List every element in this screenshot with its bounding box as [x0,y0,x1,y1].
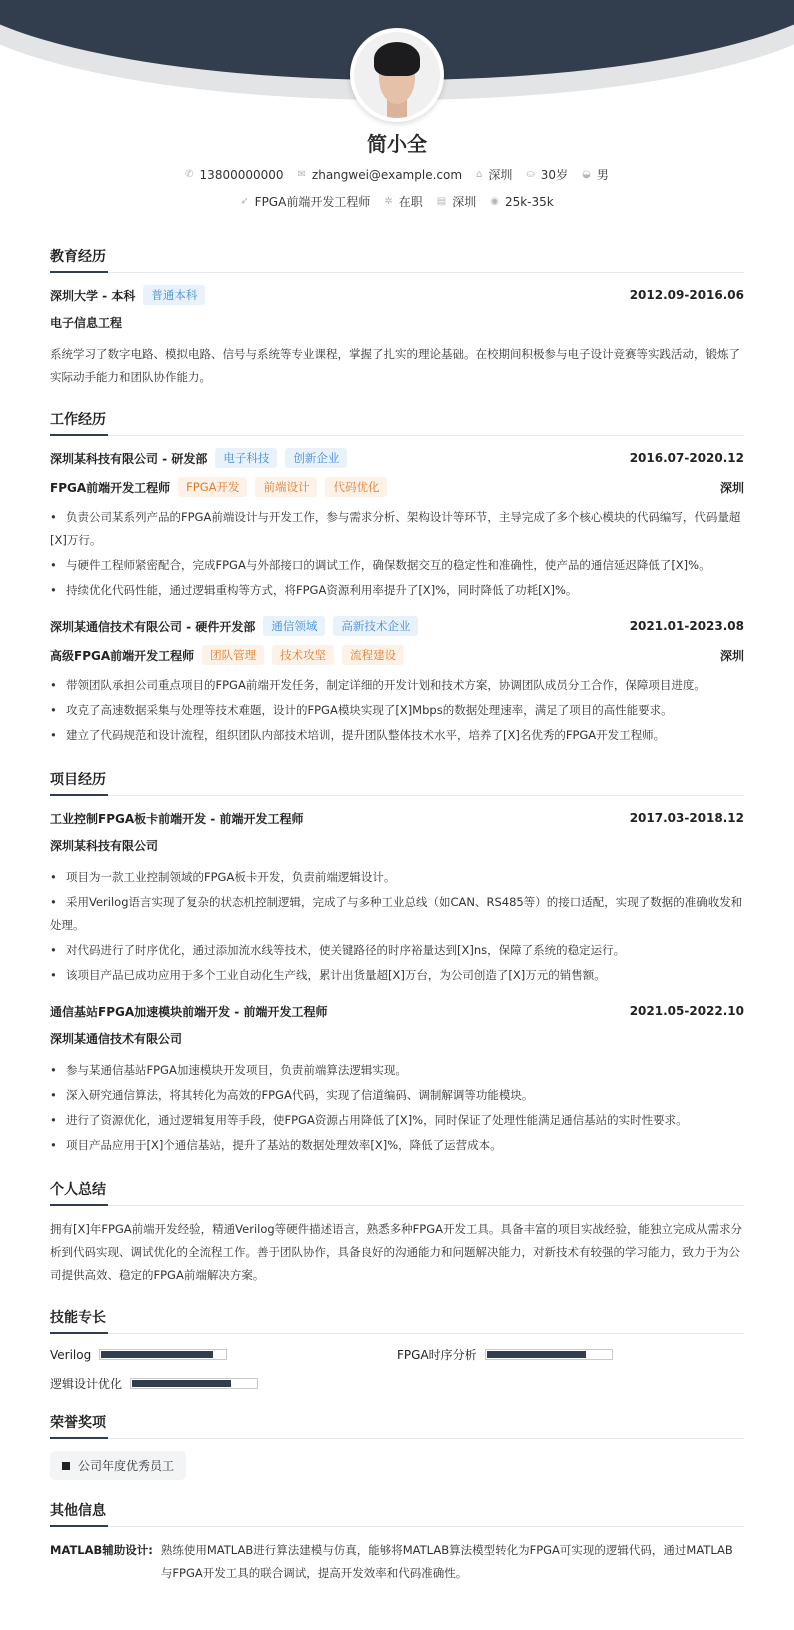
project-company: 深圳某科技有限公司 [50,839,159,853]
section-title-awards: 荣誉奖项 [50,1412,744,1439]
role-tag: 流程建设 [342,645,404,665]
bullet-item: • 参与某通信基站FPGA加速模块开发项目，负责前端算法逻辑实现。 [50,1059,744,1082]
company-name: 深圳某通信技术有限公司 - 硬件开发部 [50,619,256,634]
role-tag: 团队管理 [202,645,264,665]
skill-name: Verilog [50,1347,92,1362]
award-name: 公司年度优秀员工 [78,1459,175,1473]
education-description: 系统学习了数字电路、模拟电路、信号与系统等专业课程，掌握了扎实的理论基础。在校期间积极参与电子设计竞赛等实践活动，锻炼了实际动手能力和团队协作能力。 [50,347,740,384]
bullet-item: • 建立了代码规范和设计流程，组织团队内部技术培训，提升团队整体技术水平，培养了[X]名优秀的FPGA开发工程师。 [50,724,744,747]
resume-content [50,246,744,1585]
work-city: 深圳 [719,480,744,495]
job-info-line [0,193,794,210]
skill-item [50,1346,397,1363]
role-tag: 技术攻坚 [272,645,334,665]
major: 电子信息工程 [50,316,123,330]
skills-grid [50,1346,744,1392]
education-tag: 普通本科 [143,285,205,305]
section-title-summary: 个人总结 [50,1179,744,1206]
skill-name: 逻辑设计优化 [50,1377,123,1391]
square-bullet-icon [62,1462,70,1470]
bullet-item: • 项目为一款工业控制领域的FPGA板卡开发，负责前端逻辑设计。 [50,866,744,889]
job-salary: ◉ 25k-35k [490,194,554,209]
status-icon: ✲ [384,196,393,207]
work-bullets [50,674,744,747]
bullet-item: • 持续优化代码性能，通过逻辑重构等方式，将FPGA资源利用率提升了[X]%，同时降低了功耗[X]%。 [50,579,744,602]
send-icon: ➶ [240,196,249,207]
bullet-item: • 负责公司某系列产品的FPGA前端设计与开发工作，参与需求分析、架构设计等环节，主导完成了多个核心模块的代码编写，代码量超[X]万行。 [50,506,744,552]
candidate-name: 简小全 [367,132,427,156]
project-date: 2021.05-2022.10 [629,1004,744,1018]
contact-info-line [0,166,794,183]
skill-bar [485,1349,613,1360]
skill-name: FPGA时序分析 [397,1348,477,1362]
company-tag: 电子科技 [215,448,277,468]
section-title-skills: 技能专长 [50,1307,744,1334]
mail-icon: ✉ [297,169,306,180]
bullet-item: • 对代码进行了时序优化，通过添加流水线等技术，使关键路径的时序裕量达到[X]ns，保障了系统的稳定运行。 [50,939,744,962]
company-name: 深圳某科技有限公司 - 研发部 [50,451,208,466]
section-title-projects: 项目经历 [50,769,744,796]
work-item [50,616,744,747]
bullet-item: • 该项目产品已成功应用于多个工业自动化生产线，累计出货量超[X]万台，为公司创造了[X]万元的销售额。 [50,964,744,987]
school-name: 深圳大学 - 本科 [50,288,136,303]
work-city: 深圳 [719,648,744,663]
other-info-item [50,1539,744,1585]
project-item [50,808,744,987]
building-icon: ▤ [436,196,447,207]
skill-item [50,1375,397,1392]
company-tag: 高新技术企业 [333,616,418,636]
salary-icon: ◉ [490,196,499,207]
role-tag: 前端设计 [255,477,317,497]
project-date: 2017.03-2018.12 [629,811,744,825]
work-date: 2016.07-2020.12 [629,451,744,465]
bullet-item: • 进行了资源优化，通过逻辑复用等手段，使FPGA资源占用降低了[X]%，同时保证了处理性能满足通信基站的实时性要求。 [50,1109,744,1132]
education-header [50,285,744,305]
summary-text: 拥有[X]年FPGA前端开发经验，精通Verilog等硬件描述语言，熟悉多种FPGA开发工具。具备丰富的项目实战经验，能独立完成从需求分析到代码实现、调试优化的全流程工作。善于团队协作，具备良好的沟通能力和问题解决能力，对新技术有较强的学习能力，致力于为公司提供高效、稳定的FPGA前端解决方案。 [50,1222,743,1282]
skill-bar [99,1349,227,1360]
job-role: FPGA前端开发工程师 [50,480,171,495]
project-item [50,1001,744,1157]
bullet-item: • 带领团队承担公司重点项目的FPGA前端开发任务，制定详细的开发计划和技术方案，协调团队成员分工合作，保障项目进度。 [50,674,744,697]
avatar [350,28,444,122]
contact-age: ⛀ 30岁 [526,168,569,182]
section-title-education: 教育经历 [50,246,744,273]
award-item [50,1451,186,1480]
company-tag: 通信领域 [263,616,325,636]
contact-email: ✉ zhangwei@example.com [297,167,463,182]
project-name: 通信基站FPGA加速模块前端开发 - 前端开发工程师 [50,1004,328,1019]
bullet-item: • 深入研究通信算法，将其转化为高效的FPGA代码，实现了信道编码、调制解调等功能模块。 [50,1084,744,1107]
job-status: ✲ 在职 [384,195,423,209]
section-title-work: 工作经历 [50,409,744,436]
job-target: ➶ FPGA前端开发工程师 [240,195,371,209]
other-info-text: 熟练使用MATLAB进行算法建模与仿真，能够将MATLAB算法模型转化为FPGA可实现的逻辑代码，通过MATLAB与FPGA开发工具的联合调试，提高开发效率和代码准确性。 [160,1543,733,1580]
gender-icon: ◒ [582,169,591,180]
work-date: 2021.01-2023.08 [629,619,744,633]
education-date: 2012.09-2016.06 [629,288,744,302]
bullet-item: • 与硬件工程师紧密配合，完成FPGA与外部接口的调试工作，确保数据交互的稳定性和准确性，使产品的通信延迟降低了[X]%。 [50,554,744,577]
company-tag: 创新企业 [285,448,347,468]
work-bullets [50,506,744,602]
skill-bar [130,1378,258,1389]
contact-phone: ✆ 13800000000 [185,167,284,182]
job-role: 高级FPGA前端开发工程师 [50,648,195,663]
project-name: 工业控制FPGA板卡前端开发 - 前端开发工程师 [50,811,304,826]
other-info-label: MATLAB辅助设计: [50,1543,153,1557]
bullet-item: • 采用Verilog语言实现了复杂的状态机控制逻辑，完成了与多种工业总线（如CAN、RS485等）的接口适配，实现了数据的准确收发和处理。 [50,891,744,937]
contact-gender: ◒ 男 [582,168,609,182]
bullet-item: • 项目产品应用于[X]个通信基站，提升了基站的数据处理效率[X]%，降低了运营成本。 [50,1134,744,1157]
section-title-other: 其他信息 [50,1500,744,1527]
project-bullets [50,1059,744,1157]
work-item [50,448,744,602]
job-city: ▤ 深圳 [436,195,477,209]
bullet-item: • 攻克了高速数据采集与处理等技术难题，设计的FPGA模块实现了[X]Mbps的数据处理速率，满足了项目的高性能要求。 [50,699,744,722]
role-tag: FPGA开发 [178,477,247,497]
role-tag: 代码优化 [325,477,387,497]
phone-icon: ✆ [185,169,194,180]
project-bullets [50,866,744,987]
project-company: 深圳某通信技术有限公司 [50,1032,183,1046]
home-icon: ⌂ [476,169,483,180]
age-icon: ⛀ [526,169,535,180]
contact-city: ⌂ 深圳 [476,168,513,182]
avatar-photo [354,32,440,118]
skill-item [397,1346,744,1363]
